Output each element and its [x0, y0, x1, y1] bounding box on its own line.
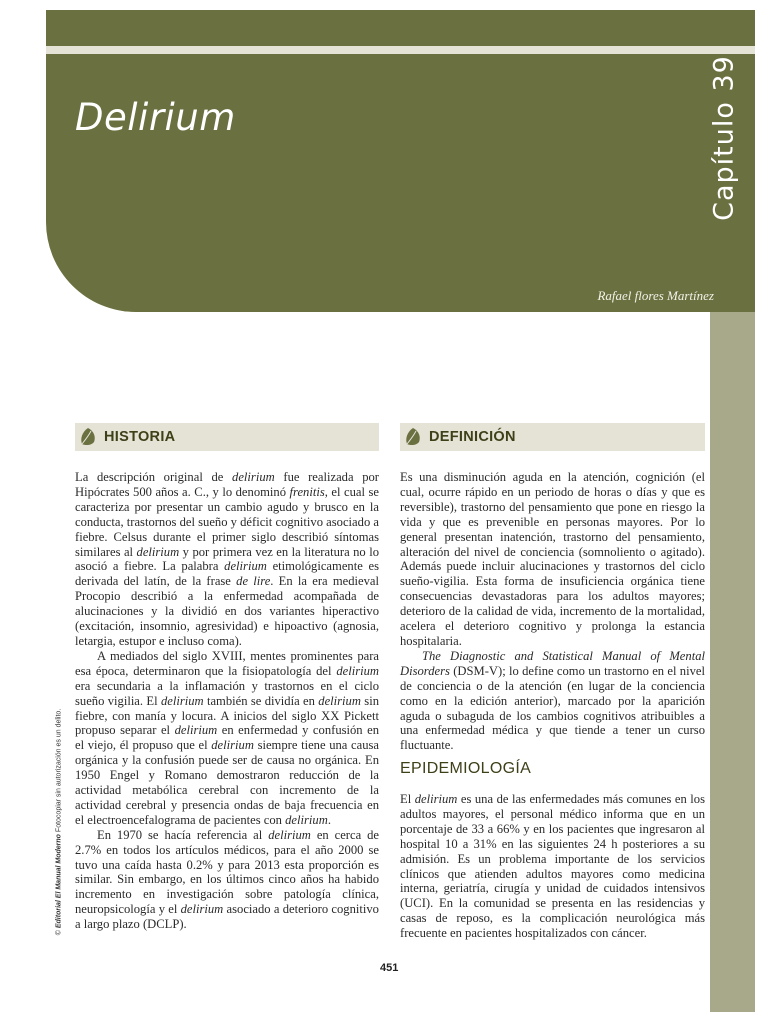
italic-run: delirium [136, 544, 180, 559]
text-run: Es una disminución aguda en la atención, cognición (el cual, ocurre rápido en un periodo de horas o días y que es reversible), trastorno del pensamiento que pone en riesgo la vida y que es prevenible en personas mayores. Por lo general presentan inatención, trastorno del pensamiento, alteración del nivel de conciencia (somnoliento o agitado). Además puede incluir alucinaciones y trastornos del ciclo sueño-vigilia. Esta forma de insuficiencia orgánica tiene consecuencias devastadoras para los adultos mayores; deterioro de la calidad de vida, incremento de la mortalidad, acelera el deterioro cognitivo y prolonga la estancia hospitalaria. [400, 470, 705, 648]
italic-run: de lire [236, 574, 271, 589]
text-run: era secundaria a la inflamación y trastornos en el ciclo sueño vigilia. El [75, 678, 379, 708]
text-run: . [327, 812, 331, 827]
text-run: en enfermedad y confusión en el viejo, él propuso que el [75, 723, 380, 753]
paragraph [75, 470, 379, 649]
text-run: (DSM-V); lo define como un trastorno en el nivel de conciencia o de la atención (en lugar de la conciencia como en la edición anterior), marcado por la aparición aguda o subaguda de los cambios cognitivos atribuibles a una enfermedad médica y que tiende a tener un curso fluctuante. [400, 663, 705, 753]
paragraph [400, 470, 705, 649]
text-run: etimológicamente es derivada del latín, de la frase [75, 559, 379, 589]
copyright-rest: Fotocopiar sin autorización es un delito. [55, 708, 63, 835]
section-heading: HISTORIA [104, 429, 176, 445]
paragraph [400, 649, 705, 753]
page-number: 451 [380, 962, 399, 974]
text-run: en cerca de 2.7% en todos los artículos médicos, para el año 2000 se tuvo una caída hasta 0.2% y para 2013 esta proporción es similar. Sin embargo, en los últimos cinco años ha habido incremento en investigación sobre patología clínica, neuropsicología y el [75, 827, 379, 917]
text-run: siempre tiene una causa orgánica y la confusión puede ser de causa no orgánica. En 1950 Engel y Romano demostraron reducción de la actividad metabólica cerebral con incremento de la actividad cerebral y presencia ondas de baja frecuencia en el electroencefalograma de pacientes con [75, 738, 379, 827]
section-header-historia [75, 423, 379, 451]
section-header-definicion [400, 423, 705, 451]
italic-run: delirium [336, 663, 379, 678]
text-run: , el cual se caracteriza por presentar un cambio agudo y brusco en la conducta, trastornos del sueño y déficit cognitivo asociado a fiebre. Celsus durante el primer siglo describió síntomas similares al [75, 484, 379, 559]
definicion-text [400, 470, 705, 753]
copyright-notice [56, 709, 63, 936]
italic-run: delirium [224, 559, 267, 574]
italic-run: delirium [318, 693, 361, 708]
italic-run: delirium [285, 812, 328, 827]
text-run: El [400, 792, 415, 806]
text-run: es una de las enfermedades más comunes en los adultos mayores, el personal médico informa que en un porcentaje de 33 a 66% y en los pacientes que ingresaron al hospital 10 a 31% en las siguientes 24 h posteriores a su admisión. Es un problema importante de los servicios clínicos que atienden adultos mayores como medicina interna, geriatría, cirugía y unidad de cuidados intensivos (UCI). En la comunidad se presenta en las residencias y casas de reposo, es la complicación neurológica más frecuente en pacientes hospitalizados con cáncer. [400, 792, 706, 941]
text-run: En 1970 se hacía referencia al [97, 827, 269, 842]
text-run: . En la era medieval Procopio describió a la enfermedad acompañada de alucinaciones y la dividió en dos variantes hiperactivo (excitación, insomnio, agresividad) e hipoactivo (agnosia, letargia, estupor e incluso coma). [75, 574, 379, 648]
paragraph [400, 792, 705, 941]
text-run: y por primera vez en la literatura no lo asoció a fiebre. La palabra [75, 544, 380, 574]
side-strip [710, 312, 755, 1012]
italic-run: delirium [268, 827, 311, 842]
section-heading: DEFINICIÓN [429, 429, 516, 445]
paragraph [75, 828, 379, 932]
copyright-prefix: © [55, 928, 63, 936]
historia-text [75, 470, 379, 932]
leaf-icon [78, 427, 98, 447]
text-run: fue realizada por Hipócrates 500 años a. C., y lo denominó [75, 470, 379, 499]
header-top-band [46, 10, 755, 46]
text-run: asociado a deterioro cognitivo a largo plazo (DCLP). [75, 902, 379, 932]
author-name: Rafael flores Martínez [597, 288, 714, 303]
leaf-icon [403, 427, 423, 447]
chapter-number: Capítulo 39 [708, 55, 740, 221]
italic-run: frenitis [289, 484, 325, 499]
italic-run: delirium [180, 902, 224, 917]
italic-run: delirium [211, 738, 254, 753]
text-run: A mediados del siglo XVIII, mentes prominentes para esa época, determinaron que la fisiopatología del [75, 648, 379, 678]
italic-run: delirium [232, 470, 275, 484]
epidemiologia-text [400, 792, 705, 941]
italic-run: delirium [160, 693, 204, 708]
text-run: sin fiebre, con manía y locura. A inicios del siglo XX Pickett propuso separar el [75, 693, 379, 738]
text-run: La descripción original de [75, 470, 233, 484]
chapter-header [46, 54, 755, 312]
paragraph [75, 649, 379, 828]
subheading-epidemiologia: EPIDEMIOLOGÍA [400, 760, 532, 777]
text-run: también se dividía en [203, 693, 319, 708]
copyright-publisher: Editorial El Manual Moderno [55, 834, 63, 929]
header-light-stripe [46, 46, 755, 54]
italic-run: The Diagnostic and Statistical Manual of Mental Disorders [400, 648, 705, 678]
italic-run: delirium [414, 792, 458, 806]
italic-run: delirium [174, 723, 218, 738]
chapter-title: Delirium [75, 96, 236, 139]
